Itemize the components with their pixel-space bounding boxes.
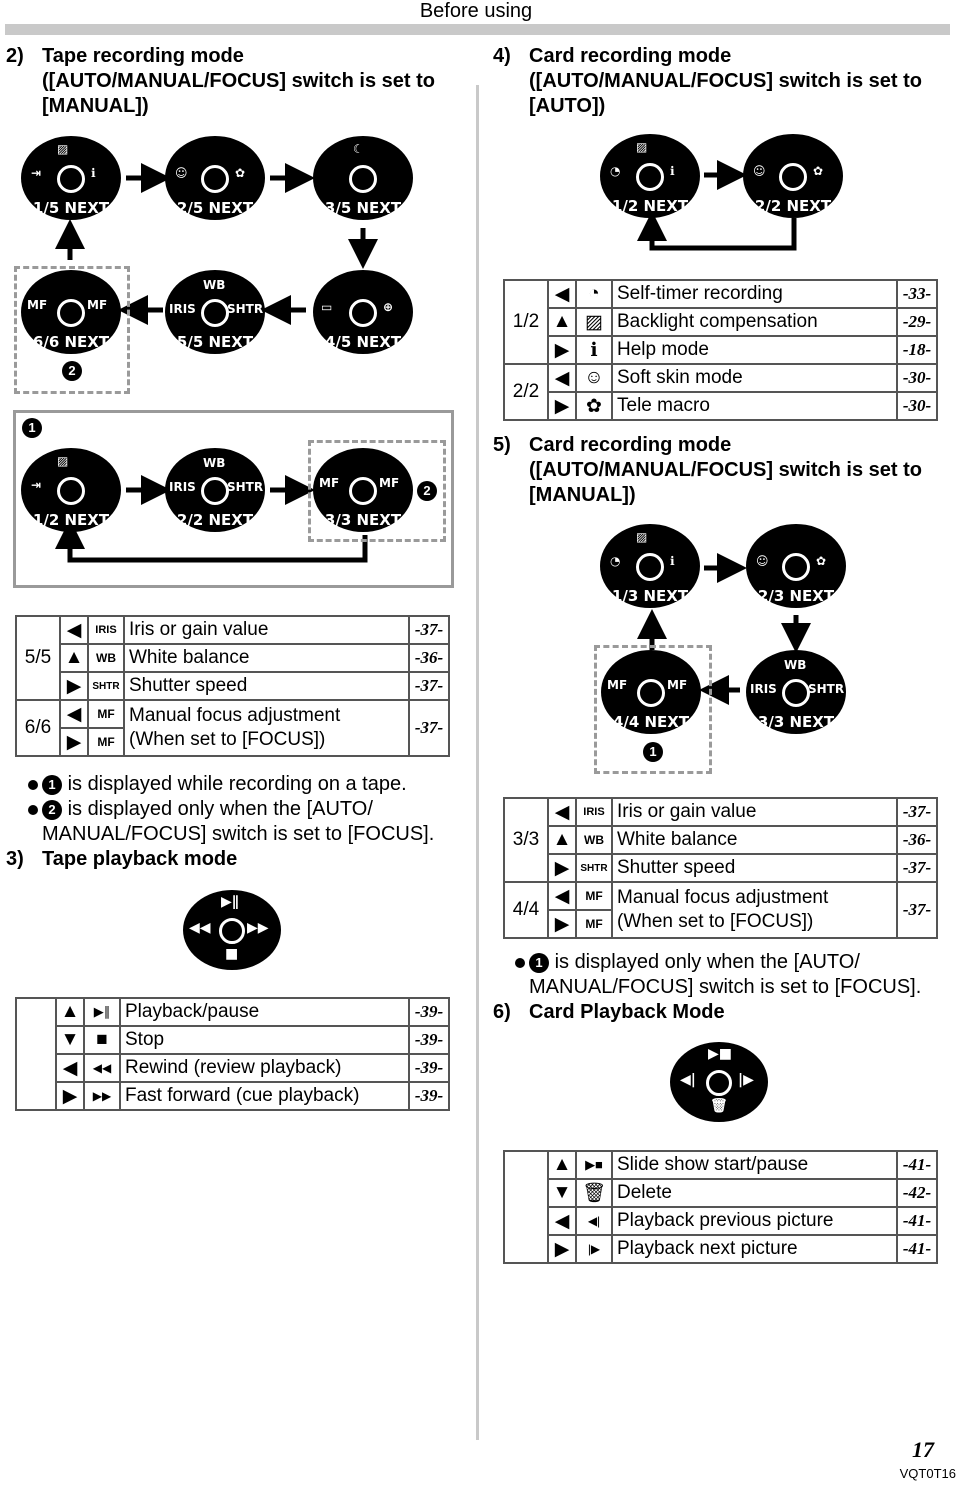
tele-macro-icon: ✿ bbox=[235, 166, 246, 180]
fast-forward-icon: ▶▶ bbox=[84, 1082, 120, 1110]
row-label: Delete bbox=[612, 1179, 897, 1207]
up-arrow: ▲ bbox=[548, 826, 576, 854]
dial-ring bbox=[782, 553, 810, 581]
up-arrow: ▲ bbox=[60, 644, 88, 672]
left-arrow: ◀ bbox=[548, 364, 576, 392]
section-subtitle-end: [MANUAL]) bbox=[529, 484, 636, 506]
mf-plus-icon: MF bbox=[88, 728, 124, 756]
blank-cell bbox=[16, 998, 56, 1110]
dial-ring bbox=[636, 163, 664, 191]
section-2-heading bbox=[6, 44, 466, 124]
iris-label: IRIS bbox=[750, 682, 777, 696]
dial-ring bbox=[201, 299, 229, 327]
previous-icon: ◀| bbox=[680, 1072, 696, 1088]
fade-icon: ⇥ bbox=[31, 478, 42, 492]
self-timer-icon: ◔ bbox=[576, 280, 612, 308]
table-row bbox=[16, 700, 449, 728]
note-text: is displayed only when the [AUTO/ bbox=[554, 951, 860, 973]
table-row bbox=[16, 616, 449, 644]
up-arrow: ▲ bbox=[56, 998, 84, 1026]
row-page: -30- bbox=[897, 364, 937, 392]
iris-icon: IRIS bbox=[88, 616, 124, 644]
right-arrow: ▶ bbox=[60, 672, 88, 700]
wb-icon: WB bbox=[576, 826, 612, 854]
row-page: -39- bbox=[409, 998, 449, 1026]
shtr-icon: SHTR bbox=[576, 854, 612, 882]
row-label: Self-timer recording bbox=[612, 280, 897, 308]
dial-label: 3/3 NEXT bbox=[757, 713, 835, 731]
dial-label: 4/5 NEXT bbox=[324, 333, 402, 351]
page-indicator: 3/3 bbox=[504, 798, 548, 882]
section-5-heading bbox=[493, 433, 953, 513]
play-pause-icon: ▶∥ bbox=[221, 894, 239, 910]
table-row bbox=[504, 882, 937, 910]
row-label-line2: (When set to [FOCUS]) bbox=[129, 729, 326, 750]
note-text: is displayed only when the [AUTO/ bbox=[67, 798, 373, 820]
wide-mode-icon: ▭ bbox=[321, 300, 333, 314]
iris-label: IRIS bbox=[169, 480, 196, 494]
shtr-label: SHTR bbox=[808, 682, 845, 696]
table-row bbox=[504, 826, 937, 854]
left-arrow: ◀ bbox=[548, 1207, 576, 1235]
note-text: is displayed while recording on a tape. bbox=[67, 773, 407, 795]
blank-cell bbox=[504, 1151, 548, 1263]
row-page: -41- bbox=[897, 1207, 937, 1235]
dial-label: 2/3 NEXT bbox=[757, 587, 835, 605]
dial-ring bbox=[349, 299, 377, 327]
table-row bbox=[504, 854, 937, 882]
header-rule bbox=[5, 24, 950, 35]
section-4-heading bbox=[493, 44, 953, 124]
note-marker-2 bbox=[28, 797, 373, 822]
help-icon: ℹ bbox=[670, 554, 675, 568]
dial-ring bbox=[201, 477, 229, 505]
help-icon: ℹ bbox=[91, 166, 96, 180]
row-label: Iris or gain value bbox=[124, 616, 409, 644]
dial-ring bbox=[57, 299, 85, 327]
next-icon: |▶ bbox=[576, 1235, 612, 1263]
row-page: -41- bbox=[897, 1151, 937, 1179]
section-title: Tape recording mode bbox=[42, 45, 244, 67]
dial-label: 4/4 NEXT bbox=[612, 713, 690, 731]
rewind-icon: ◀◀ bbox=[84, 1054, 120, 1082]
wb-label: WB bbox=[784, 658, 807, 672]
row-label: Backlight compensation bbox=[612, 308, 897, 336]
row-page: -41- bbox=[897, 1235, 937, 1263]
table-row bbox=[504, 308, 937, 336]
mf-plus-label: MF bbox=[87, 298, 108, 312]
table-row bbox=[504, 1179, 937, 1207]
row-label-line1: Manual focus adjustment bbox=[617, 887, 829, 908]
self-timer-icon: ◔ bbox=[610, 554, 621, 568]
row-label bbox=[124, 700, 409, 756]
stop-icon: ■ bbox=[225, 946, 239, 962]
page-indicator: 1/2 bbox=[504, 280, 548, 364]
section-subtitle: ([AUTO/MANUAL/FOCUS] switch is set to bbox=[42, 70, 435, 92]
page-indicator: 2/2 bbox=[504, 364, 548, 420]
row-page: -37- bbox=[409, 672, 449, 700]
row-label-line1: Manual focus adjustment bbox=[129, 705, 341, 726]
dial-ring bbox=[349, 165, 377, 193]
dial-ring bbox=[349, 477, 377, 505]
note-marker-1 bbox=[515, 950, 860, 975]
row-label: White balance bbox=[124, 644, 409, 672]
table-row bbox=[504, 1235, 937, 1263]
play-pause-icon: ▶∥ bbox=[84, 998, 120, 1026]
bullet-icon bbox=[515, 958, 525, 968]
row-page: -36- bbox=[897, 826, 937, 854]
delete-icon: 🗑 bbox=[576, 1179, 612, 1207]
section-subtitle: ([AUTO/MANUAL/FOCUS] switch is set to bbox=[529, 459, 922, 481]
row-page: -42- bbox=[897, 1179, 937, 1207]
soft-skin-icon: ☺ bbox=[756, 554, 769, 568]
row-label: Soft skin mode bbox=[612, 364, 897, 392]
backlight-icon: ▨ bbox=[57, 142, 69, 156]
dial-label: 2/2 NEXT bbox=[754, 197, 832, 215]
dial-label: 1/5 NEXT bbox=[32, 199, 110, 217]
bullet-icon bbox=[28, 805, 38, 815]
right-arrow: ▶ bbox=[548, 392, 576, 420]
dial-ring bbox=[201, 165, 229, 193]
dial-label: 2/2 NEXT bbox=[176, 511, 254, 529]
row-label: Help mode bbox=[612, 336, 897, 364]
note-marker-1 bbox=[28, 772, 407, 797]
stop-icon: ■ bbox=[84, 1026, 120, 1054]
backlight-icon: ▨ bbox=[636, 140, 648, 154]
mf-plus-label: MF bbox=[667, 678, 688, 692]
marker-2: 2 bbox=[62, 361, 82, 381]
rewind-icon: ◀◀ bbox=[189, 920, 211, 936]
note-text-continued: MANUAL/FOCUS] switch is set to [FOCUS]. bbox=[42, 823, 435, 845]
right-arrow: ▶ bbox=[60, 728, 88, 756]
row-label bbox=[612, 882, 897, 938]
night-mode-icon: ☾ bbox=[353, 142, 364, 156]
note-text-continued: MANUAL/FOCUS] switch is set to [FOCUS]. bbox=[529, 976, 922, 998]
row-label: Rewind (review playback) bbox=[120, 1054, 409, 1082]
dial-2-2-card bbox=[743, 134, 843, 218]
section-3-heading bbox=[6, 847, 466, 872]
down-arrow: ▼ bbox=[56, 1026, 84, 1054]
right-arrow: ▶ bbox=[548, 1235, 576, 1263]
table-row bbox=[504, 280, 937, 308]
card-auto-arrows bbox=[476, 130, 960, 270]
marker-2: 2 bbox=[42, 800, 62, 820]
left-arrow: ◀ bbox=[548, 798, 576, 826]
row-label: Slide show start/pause bbox=[612, 1151, 897, 1179]
page-number: 17 bbox=[912, 1437, 934, 1462]
section-title: Card recording mode bbox=[529, 434, 732, 456]
row-page: -33- bbox=[897, 280, 937, 308]
dial-ring bbox=[779, 163, 807, 191]
dial-ring bbox=[57, 165, 85, 193]
dial-ring bbox=[219, 918, 245, 944]
dial-3-3-tape bbox=[313, 448, 413, 532]
dial-label: 3/3 NEXT bbox=[324, 511, 402, 529]
shtr-label: SHTR bbox=[227, 302, 264, 316]
row-page: -36- bbox=[409, 644, 449, 672]
mf-minus-icon: MF bbox=[88, 700, 124, 728]
card-auto-table bbox=[503, 279, 938, 421]
slideshow-icon: ▶■ bbox=[576, 1151, 612, 1179]
table-row bbox=[504, 798, 937, 826]
tape-playback-table bbox=[15, 997, 450, 1111]
card-playback-dial bbox=[670, 1042, 768, 1122]
row-page: -37- bbox=[897, 854, 937, 882]
next-icon: |▶ bbox=[738, 1072, 754, 1088]
dial-1-2-tape bbox=[21, 448, 121, 532]
right-arrow: ▶ bbox=[548, 854, 576, 882]
row-page: -37- bbox=[409, 616, 449, 644]
wb-label: WB bbox=[203, 278, 226, 292]
dial-label: 1/2 NEXT bbox=[611, 197, 689, 215]
dial-label: 6/6 NEXT bbox=[32, 333, 110, 351]
mf-minus-label: MF bbox=[607, 678, 628, 692]
dial-4-4-card bbox=[601, 650, 701, 734]
table-row bbox=[504, 364, 937, 392]
self-timer-icon: ◔ bbox=[610, 164, 621, 178]
shtr-label: SHTR bbox=[227, 480, 264, 494]
dial-2-2-tape bbox=[165, 448, 265, 532]
fast-forward-icon: ▶▶ bbox=[247, 920, 269, 936]
table-row bbox=[504, 1151, 937, 1179]
table-row bbox=[16, 1054, 449, 1082]
table-row bbox=[16, 998, 449, 1026]
backlight-icon: ▨ bbox=[576, 308, 612, 336]
tele-macro-icon: ✿ bbox=[813, 164, 824, 178]
table-row bbox=[16, 644, 449, 672]
tape-manual-table bbox=[15, 615, 450, 757]
tele-macro-icon: ✿ bbox=[576, 392, 612, 420]
dial-3-3-card bbox=[746, 650, 846, 734]
table-row bbox=[504, 336, 937, 364]
dial-label: 5/5 NEXT bbox=[176, 333, 254, 351]
wb-label: WB bbox=[203, 456, 226, 470]
section-subtitle-end: [AUTO]) bbox=[529, 95, 606, 117]
delete-icon: 🗑 bbox=[710, 1098, 728, 1114]
mf-plus-icon: MF bbox=[576, 910, 612, 938]
left-arrow: ◀ bbox=[548, 882, 576, 910]
mf-minus-label: MF bbox=[27, 298, 48, 312]
dial-label: 1/3 NEXT bbox=[611, 587, 689, 605]
dial-ring bbox=[636, 553, 664, 581]
table-row bbox=[504, 1207, 937, 1235]
mf-minus-icon: MF bbox=[576, 882, 612, 910]
row-label: Shutter speed bbox=[124, 672, 409, 700]
page-indicator: 4/4 bbox=[504, 882, 548, 938]
dial-2-5 bbox=[165, 136, 265, 220]
iris-icon: IRIS bbox=[576, 798, 612, 826]
section-number: 2) bbox=[6, 45, 24, 67]
row-label: Shutter speed bbox=[612, 854, 897, 882]
up-arrow: ▲ bbox=[548, 308, 576, 336]
section-6-heading bbox=[493, 1000, 953, 1025]
backlight-icon: ▨ bbox=[636, 530, 648, 544]
row-page: -18- bbox=[897, 336, 937, 364]
page-header-title: Before using bbox=[419, 0, 533, 22]
dial-1-3-card bbox=[600, 524, 700, 608]
dial-label: 2/5 NEXT bbox=[176, 199, 254, 217]
marker-2: 2 bbox=[417, 481, 437, 501]
dial-6-6 bbox=[21, 270, 121, 354]
wb-icon: WB bbox=[88, 644, 124, 672]
dial-4-5 bbox=[313, 270, 413, 354]
card-manual-arrows bbox=[476, 520, 960, 780]
row-page: -39- bbox=[409, 1054, 449, 1082]
section-subtitle: ([AUTO/MANUAL/FOCUS] switch is set to bbox=[529, 70, 922, 92]
section-title: Card recording mode bbox=[529, 45, 732, 67]
iris-label: IRIS bbox=[169, 302, 196, 316]
table-row bbox=[504, 392, 937, 420]
row-page: -37- bbox=[897, 798, 937, 826]
section-number: 6) bbox=[493, 1001, 511, 1023]
page-indicator: 6/6 bbox=[16, 700, 60, 756]
table-row bbox=[16, 1026, 449, 1054]
left-arrow: ◀ bbox=[548, 280, 576, 308]
mf-minus-label: MF bbox=[319, 476, 340, 490]
row-label: White balance bbox=[612, 826, 897, 854]
section-number: 3) bbox=[6, 848, 24, 870]
row-label: Playback previous picture bbox=[612, 1207, 897, 1235]
section-number: 5) bbox=[493, 434, 511, 456]
right-arrow: ▶ bbox=[548, 336, 576, 364]
row-page: -37- bbox=[897, 882, 937, 938]
row-label: Playback next picture bbox=[612, 1235, 897, 1263]
row-label: Stop bbox=[120, 1026, 409, 1054]
zoom-icon: ⊕ bbox=[383, 300, 394, 314]
fade-icon: ⇥ bbox=[31, 166, 42, 180]
dial-5-5 bbox=[165, 270, 265, 354]
soft-skin-icon: ☺ bbox=[175, 166, 188, 180]
down-arrow: ▼ bbox=[548, 1179, 576, 1207]
marker-1: 1 bbox=[22, 418, 42, 438]
up-arrow: ▲ bbox=[548, 1151, 576, 1179]
row-page: -30- bbox=[897, 392, 937, 420]
dial-ring bbox=[637, 679, 665, 707]
tape-playback-dial bbox=[183, 890, 281, 970]
dial-label: 1/2 NEXT bbox=[32, 511, 110, 529]
dial-1-5 bbox=[21, 136, 121, 220]
row-page: -37- bbox=[409, 700, 449, 756]
dial-ring bbox=[706, 1070, 732, 1096]
section-number: 4) bbox=[493, 45, 511, 67]
table-row bbox=[16, 1082, 449, 1110]
mf-plus-label: MF bbox=[379, 476, 400, 490]
dial-ring bbox=[57, 477, 85, 505]
marker-1: 1 bbox=[643, 742, 663, 762]
dial-label: 3/5 NEXT bbox=[324, 199, 402, 217]
section-subtitle-end: [MANUAL]) bbox=[42, 95, 149, 117]
dial-1-2-card bbox=[600, 134, 700, 218]
section-title: Card Playback Mode bbox=[529, 1001, 725, 1023]
page-indicator: 5/5 bbox=[16, 616, 60, 700]
marker-1: 1 bbox=[529, 953, 549, 973]
help-icon: ℹ bbox=[670, 164, 675, 178]
card-playback-table bbox=[503, 1150, 938, 1264]
card-manual-table bbox=[503, 797, 938, 939]
left-arrow: ◀ bbox=[60, 616, 88, 644]
previous-icon: ◀| bbox=[576, 1207, 612, 1235]
row-page: -39- bbox=[409, 1026, 449, 1054]
shtr-icon: SHTR bbox=[88, 672, 124, 700]
left-arrow: ◀ bbox=[56, 1054, 84, 1082]
dial-2-3-card bbox=[746, 524, 846, 608]
row-label-line2: (When set to [FOCUS]) bbox=[617, 911, 814, 932]
row-label: Iris or gain value bbox=[612, 798, 897, 826]
marker-1: 1 bbox=[42, 775, 62, 795]
dial-3-5 bbox=[313, 136, 413, 220]
bullet-icon bbox=[28, 780, 38, 790]
document-code: VQT0T16 bbox=[899, 1466, 956, 1481]
slideshow-icon: ▶■ bbox=[708, 1046, 732, 1062]
row-label: Tele macro bbox=[612, 392, 897, 420]
soft-skin-icon: ☺ bbox=[576, 364, 612, 392]
row-label: Fast forward (cue playback) bbox=[120, 1082, 409, 1110]
right-arrow: ▶ bbox=[56, 1082, 84, 1110]
right-arrow: ▶ bbox=[548, 910, 576, 938]
backlight-icon: ▨ bbox=[57, 454, 69, 468]
section-title: Tape playback mode bbox=[42, 848, 238, 870]
soft-skin-icon: ☺ bbox=[753, 164, 766, 178]
table-row bbox=[16, 672, 449, 700]
left-arrow: ◀ bbox=[60, 700, 88, 728]
tele-macro-icon: ✿ bbox=[816, 554, 827, 568]
dial-ring bbox=[782, 679, 810, 707]
row-page: -29- bbox=[897, 308, 937, 336]
row-label: Playback/pause bbox=[120, 998, 409, 1026]
help-icon: ℹ bbox=[576, 336, 612, 364]
row-page: -39- bbox=[409, 1082, 449, 1110]
